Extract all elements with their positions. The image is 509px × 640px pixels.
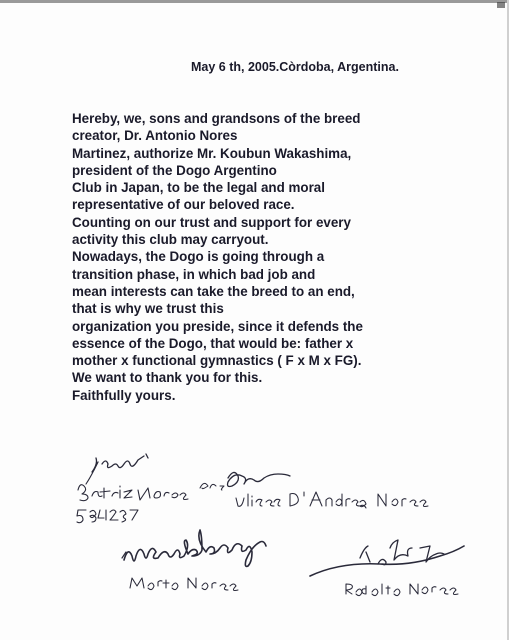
signature-marta-nores xyxy=(122,530,266,591)
letter-line: creator, Dr. Antonio Nores xyxy=(72,128,238,144)
scan-corner-mark xyxy=(497,2,505,8)
letter-line: transition phase, in which bad job and xyxy=(72,266,316,282)
letter-line: Club in Japan, to be the legal and moral xyxy=(72,180,325,196)
letter-line: essence of the Dogo, that would be: father x xyxy=(72,335,354,351)
letter-line: Hereby, we, sons and grandsons of the breed xyxy=(72,111,361,126)
letter-line: activity this club may carryout. xyxy=(72,232,269,248)
letter-line: Faithfully yours. xyxy=(72,387,176,403)
letter-line: Nowadays, the Dogo is going through a xyxy=(72,249,325,265)
signature-batriz-nores xyxy=(77,454,188,523)
signatures-block xyxy=(60,440,490,630)
signature-ulises-dandrea-nores xyxy=(200,472,428,508)
letter-line: mother x functional gymnastics ( F x M x FG). xyxy=(72,353,362,369)
letter-line: president of the Dogo Argentino xyxy=(72,162,277,178)
letter-body xyxy=(72,110,502,404)
letter-line: We want to thank you for this. xyxy=(72,370,263,386)
letter-line: organization you preside, since it defends the xyxy=(72,318,363,334)
letter-line: representative of our beloved race. xyxy=(72,197,295,213)
letter-dateline: May 6 th, 2005.Còrdoba, Argentina. xyxy=(191,60,399,74)
letter-line: Counting on our trust and support for every xyxy=(72,214,351,230)
letter-line: Martinez, authorize Mr. Koubun Wakashima, xyxy=(72,145,352,161)
scan-top-edge xyxy=(0,0,509,3)
signature-rodolfo-nores xyxy=(310,540,464,596)
letter-line: that is why we trust this xyxy=(72,301,224,317)
letter-line: mean interests can take the breed to an end, xyxy=(72,283,355,299)
